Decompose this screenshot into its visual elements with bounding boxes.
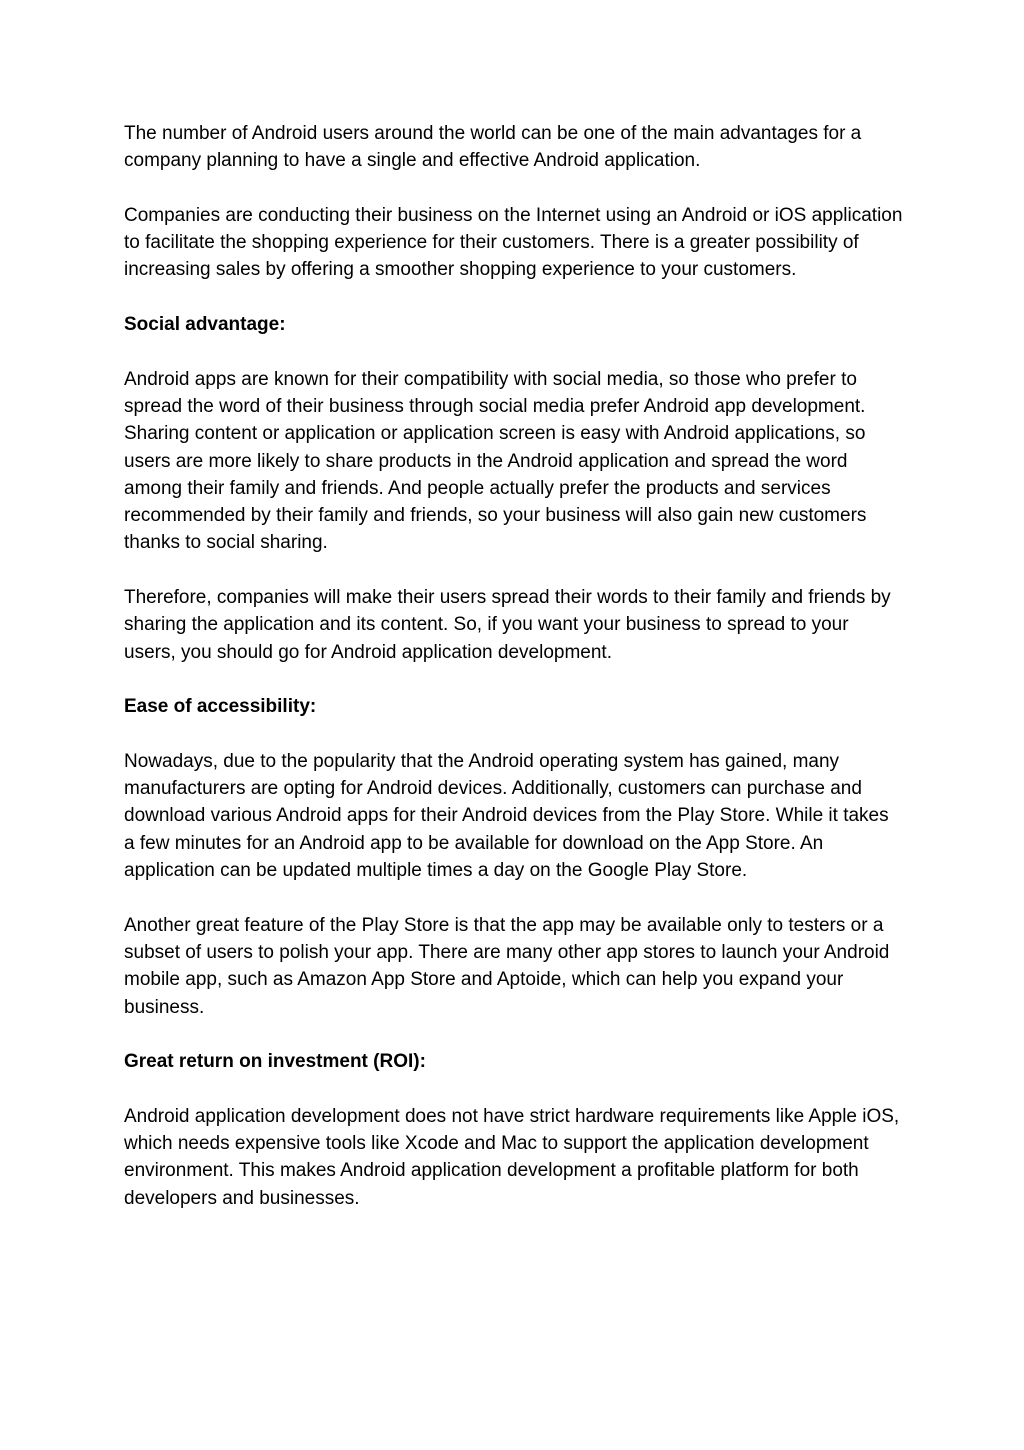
- heading-social-advantage: Social advantage:: [124, 314, 286, 336]
- heading-ease-of-accessibility: Ease of accessibility:: [124, 696, 317, 718]
- paragraph-app-stores: Another great feature of the Play Store is that the app may be available only to testers or a subset of users to polish your app. There are many other app stores to launch your Android mobile app, such as Amazon App Store and Aptoide, which can help you expand your business.: [124, 914, 890, 1018]
- document-page: [124, 120, 904, 1239]
- paragraph-play-store: Nowadays, due to the popularity that the Android operating system has gained, many manufacturers are opting for Android devices. Additionally, customers can purchase and download various Android apps for their Android devices from the Play Store. While it takes a few minutes for an Android app to be available for download on the App Store. An application can be updated multiple times a day on the Google Play Store.: [124, 750, 889, 882]
- paragraph-android-users: The number of Android users around the world can be one of the main advantages for a company planning to have a single and effective Android application.: [124, 123, 862, 172]
- heading-roi: Great return on investment (ROI):: [124, 1051, 426, 1073]
- paragraph-spread-word: Therefore, companies will make their users spread their words to their family and friends by sharing the application and its content. So, if you want your business to spread to your users, you should go for Android application development.: [124, 587, 891, 663]
- paragraph-hardware-requirements: Android application development does not have strict hardware requirements like Apple iOS, which needs expensive tools like Xcode and Mac to support the application development environment. This makes Android application development a profitable platform for both developers and businesses.: [124, 1105, 900, 1209]
- paragraph-social-media: Android apps are known for their compatibility with social media, so those who prefer to spread the word of their business through social media prefer Android app development. Sharing content or application or application screen is easy with Android applications, so users are more likely to share products in the Android application and spread the word among their family and friends. And people actually prefer the products and services recommended by their family and friends, so your business will also gain new customers thanks to social sharing.: [124, 368, 867, 554]
- paragraph-shopping-experience: Companies are conducting their business on the Internet using an Android or iOS application to facilitate the shopping experience for their customers. There is a greater possibility of increasing sales by offering a smoother shopping experience to your customers.: [124, 204, 903, 281]
